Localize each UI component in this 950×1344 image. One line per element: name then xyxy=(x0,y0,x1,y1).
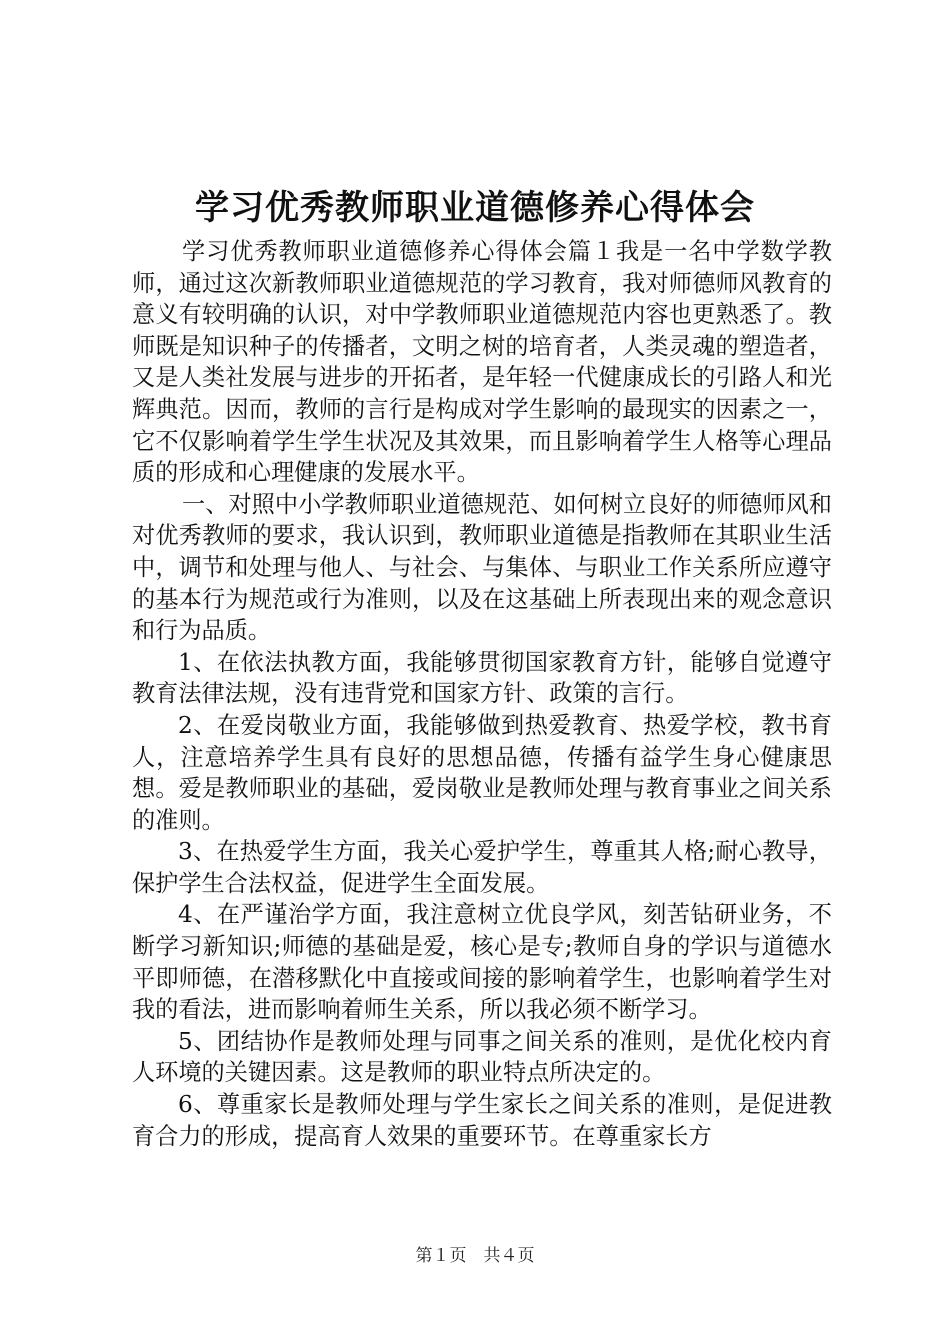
document-body xyxy=(132,236,832,1152)
paragraph-item-6: 6、尊重家长是教师处理与学生家长之间关系的准则，是促进教育合力的形成，提高育人效果的重要环节。在尊重家长方 xyxy=(132,1091,832,1150)
document-title: 学习优秀教师职业道德修养心得体会 xyxy=(195,188,755,228)
paragraph-item-3: 3、在热爱学生方面，我关心爱护学生，尊重其人格;耐心教导，保护学生合法权益，促进学生全面发展。 xyxy=(132,838,832,897)
paragraph-item-1: 1、在依法执教方面，我能够贯彻国家教育方针，能够自觉遵守教育法律法规，没有违背党和国家方针、政策的言行。 xyxy=(132,648,832,708)
paragraph-intro: 学习优秀教师职业道德修养心得体会篇１我是一名中学数学教师，通过这次新教师职业道德规范的学习教育，我对师德师风教育的意义有较明确的认识，对中学教师职业道德规范内容也更熟悉了。教师既是知识种子的传播者，文明之树的培育者，人类灵魂的塑造者，又是人类社发展与进步的开拓者，是年轻一代健康成长的引路人和光辉典范。因而，教师的言行是构成对学生影响的最现实的因素之一，它不仅影响着学生学生状况及其效果，而且影响着学生人格等心理品质的形成和心理健康的发展水平。 xyxy=(132,238,832,487)
paragraph-item-2: 2、在爱岗敬业方面，我能够做到热爱教育、热爱学校，教书育人，注意培养学生具有良好的思想品德，传播有益学生身心健康思想。爱是教师职业的基础，爱岗敬业是教师处理与教育事业之间关系的准则。 xyxy=(132,711,832,834)
paragraph-item-4: 4、在严谨治学方面，我注意树立优良学风，刻苦钻研业务，不断学习新知识;师德的基础是爱，核心是专;教师自身的学识与道德水平即师德，在潜移默化中直接或间接的影响着学生，也影响着学生对我的看法，进而影响着师生关系，所以我必须不断学习。 xyxy=(132,901,832,1024)
page-footer: 第１页 共４页 xyxy=(415,1246,535,1266)
paragraph-section-one: 一、对照中小学教师职业道德规范、如何树立良好的师德师风和对优秀教师的要求，我认识到，教师职业道德是指教师在其职业生活中，调节和处理与他人、与社会、与集体、与职业工作关系所应遵守的基本行为规范或行为准则，以及在这基础上所表现出来的观念意识和行为品质。 xyxy=(132,490,832,645)
paragraph-item-5: 5、团结协作是教师处理与同事之间关系的准则，是优化校内育人环境的关键因素。这是教师的职业特点所决定的。 xyxy=(132,1027,832,1087)
